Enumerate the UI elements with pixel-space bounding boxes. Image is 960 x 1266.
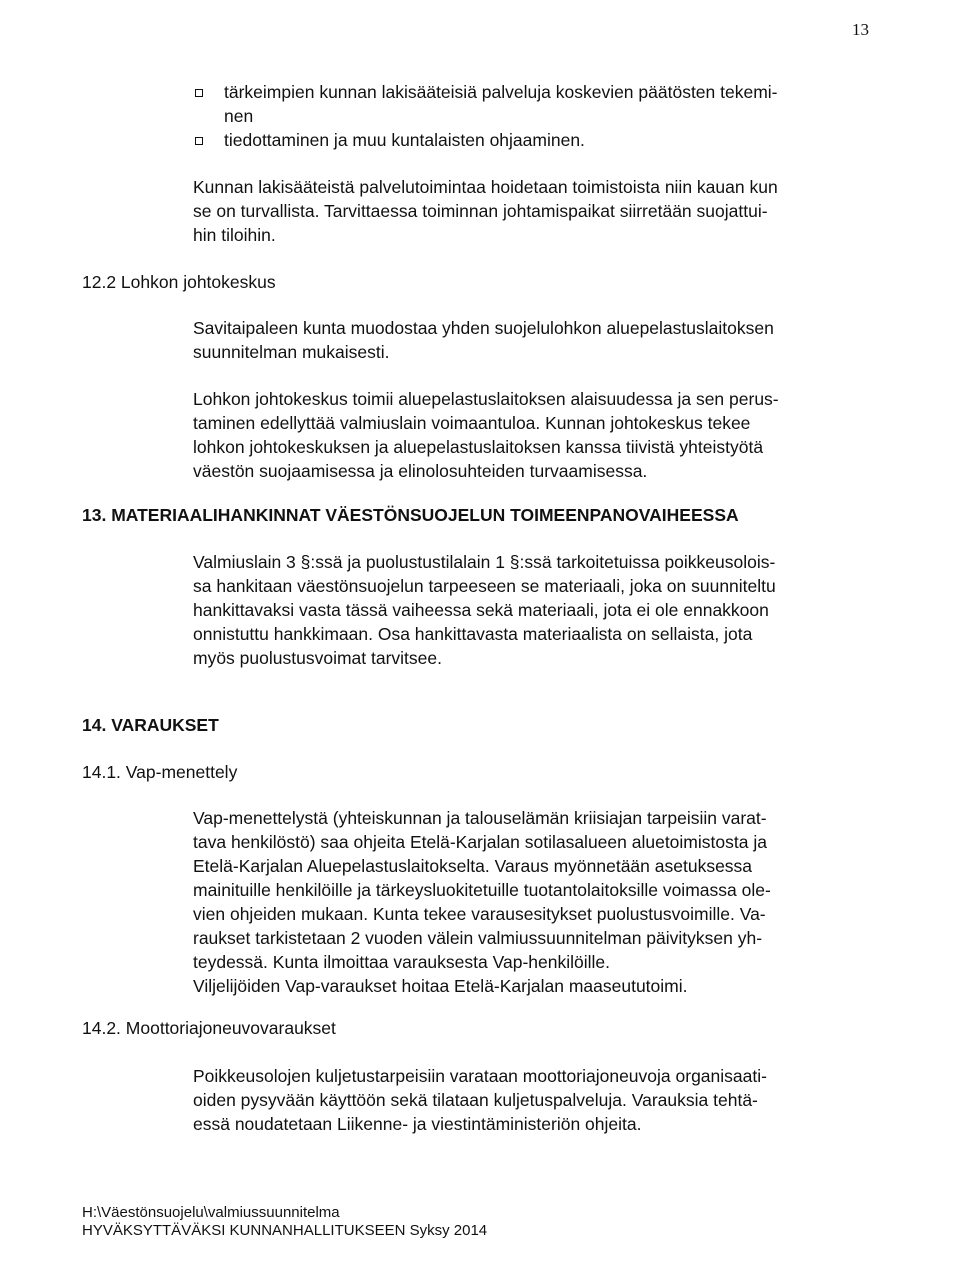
- section-14-1-heading: 14.1. Vap-menettely: [82, 762, 238, 782]
- checkbox-bullet-icon: [195, 137, 203, 145]
- section-14-heading: 14. VARAUKSET: [82, 715, 219, 735]
- section-12-2-heading: 12.2 Lohkon johtokeskus: [82, 272, 276, 292]
- page-number: 13: [852, 20, 869, 39]
- section-13-paragraph: Valmiuslain 3 §:ssä ja puolustustilalain 1 §:ssä tarkoitetuissa poikkeusolois- sa hankitaan väestönsuojelun tarpeeseen se materiaali, joka on suunniteltu hankittavaksi vasta tässä vaiheessa sekä materiaali, jota ei ole ennakkoon onnistuttu hankkimaan. Osa hankittavasta materiaalista on sellaista, jota myös puolustusvoimat tarvitsee.: [193, 552, 776, 668]
- footer-path: H:\Väestönsuojelu\valmiussuunnitelma: [82, 1204, 340, 1221]
- bullet-item: [193, 128, 883, 152]
- checkbox-bullet-icon: [195, 89, 203, 97]
- section-13-heading: 13. MATERIAALIHANKINNAT VÄESTÖNSUOJELUN TOIMEENPANOVAIHEESSA: [82, 505, 739, 525]
- intro-paragraph: Kunnan lakisääteistä palvelutoimintaa hoidetaan toimistoista niin kauan kun se on turvallista. Tarvittaessa toiminnan johtamispaikat siirretään suojattui- hin tiloihin.: [193, 177, 778, 245]
- section-12-2-paragraph-1: Savitaipaleen kunta muodostaa yhden suojelulohkon aluepelastuslaitoksen suunnitelman mukaisesti.: [193, 318, 774, 362]
- bullet-text: tärkeimpien kunnan lakisääteisiä palveluja koskevien päätösten tekemi- nen: [224, 82, 778, 126]
- section-14-2-heading: 14.2. Moottoriajoneuvovaraukset: [82, 1018, 336, 1038]
- section-14-1-paragraph: Vap-menettelystä (yhteiskunnan ja talouselämän kriisiajan tarpeisiin varat- tava henkilöstö) saa ohjeita Etelä-Karjalan sotilasalueen aluetoimistosta ja Etelä-Karjalan Aluepelastuslaitokselta. Varaus myönnetään asetuksessa mainituille henkilöille ja tärkeysluokitetuille tuotantolaitoksille voimassa ole- vien ohjeiden mukaan. Kunta tekee varausesitykset puolustusvoimille. Va- raukset tarkistetaan 2 vuoden välein valmiussuunnitelman päivityksen yh- teydessä. Kunta ilmoittaa varauksesta Vap-henkilöille. Viljelijöiden Vap-varaukset hoitaa Etelä-Karjalan maaseututoimi.: [193, 808, 771, 996]
- bullet-text: tiedottaminen ja muu kuntalaisten ohjaaminen.: [224, 130, 585, 150]
- section-12-2-paragraph-2: Lohkon johtokeskus toimii aluepelastuslaitoksen alaisuudessa ja sen perus- taminen edellyttää valmiuslain voimaantuloa. Kunnan johtokeskus tekee lohkon johtokeskuksen ja aluepelastuslaitoksen kanssa tiivistä yhteistyötä väestön suojaamisessa ja elinolosuhteiden turvaamisessa.: [193, 389, 779, 481]
- footer-approval-note: HYVÄKSYTTÄVÄKSI KUNNANHALLITUKSEEN Syksy 2014: [82, 1222, 488, 1239]
- page-footer: [82, 1204, 487, 1240]
- bullet-list: [193, 80, 883, 152]
- bullet-item: [193, 80, 883, 128]
- section-14-2-paragraph: Poikkeusolojen kuljetustarpeisiin varataan moottoriajoneuvoja organisaati- oiden pysyvään käyttöön sekä tilataan kuljetuspalveluja. Varauksia tehtä- essä noudatetaan Liikenne- ja viestintäministeriön ohjeita.: [193, 1066, 767, 1134]
